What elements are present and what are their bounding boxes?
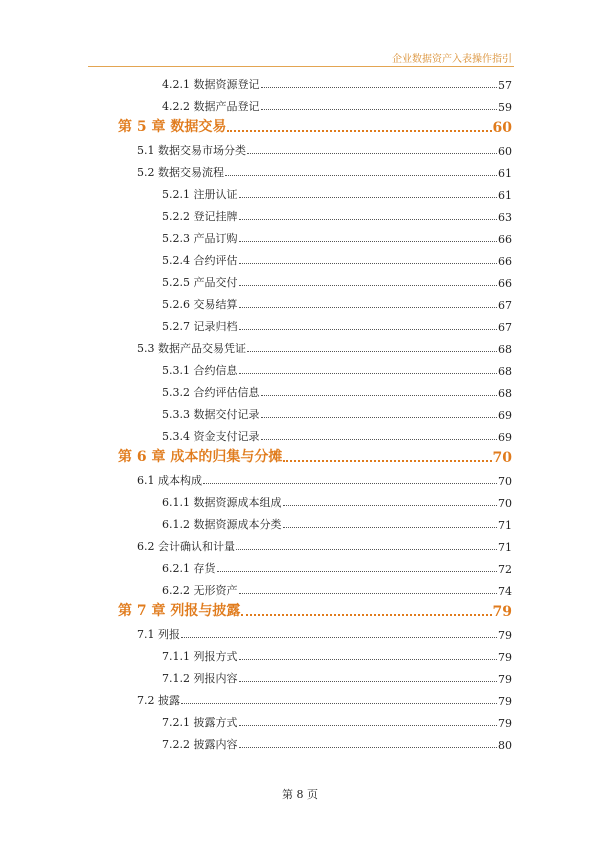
toc-entry[interactable] [137,164,512,180]
toc-chapter-entry[interactable] [118,450,512,466]
toc-entry[interactable] [162,76,512,92]
toc-entry[interactable] [162,494,512,510]
toc-entry-page: 66 [498,233,512,246]
toc-entry[interactable] [162,714,512,730]
toc-entry-page: 70 [498,475,512,488]
toc-entry-page: 60 [498,145,512,158]
toc-entry-page: 68 [498,365,512,378]
toc-chapter-entry[interactable] [118,604,512,620]
toc-entry-title: 5.3.4 资金支付记录 [162,430,260,443]
toc-entry-page: 79 [498,629,512,642]
toc-entry-title: 7.2.1 披露方式 [162,716,238,729]
toc-entry-page: 69 [498,431,512,444]
toc-entry[interactable] [162,428,512,444]
dot-leader [239,373,498,374]
toc-entry[interactable] [162,230,512,246]
toc-entry[interactable] [162,516,512,532]
dot-leader [239,593,498,594]
toc-entry-page: 79 [498,695,512,708]
toc-entry-title: 6.1 成本构成 [137,474,202,487]
toc-entry[interactable] [137,538,512,554]
dot-leader [239,197,498,198]
toc-entry-page: 79 [498,673,512,686]
toc-entry-title: 6.2.1 存货 [162,562,216,575]
toc-entry-title: 4.2.2 数据产品登记 [162,100,260,113]
toc-entry-page: 68 [498,343,512,356]
toc-entry-title: 5.2.3 产品订购 [162,232,238,245]
toc-entry-title: 7.1.2 列报内容 [162,672,238,685]
dot-leader [181,703,497,704]
toc-entry-page: 70 [492,450,512,466]
toc-entry-title: 第 6 章 成本的归集与分摊 [118,449,283,465]
toc-entry-page: 79 [498,651,512,664]
toc-entry-page: 63 [498,211,512,224]
dot-leader [247,153,497,154]
dot-leader [261,395,498,396]
toc-entry[interactable] [162,318,512,334]
toc-entry[interactable] [162,252,512,268]
toc-entry[interactable] [162,736,512,752]
toc-entry-page: 79 [492,604,512,620]
toc-entry-title: 5.2.2 登记挂牌 [162,210,238,223]
toc-entry[interactable] [162,98,512,114]
toc-entry[interactable] [162,406,512,422]
dot-leader [239,219,498,220]
dot-leader [239,307,498,308]
toc-entry[interactable] [162,384,512,400]
toc-entry[interactable] [162,670,512,686]
toc-entry-page: 66 [498,277,512,290]
toc-entry-title: 6.2.2 无形资产 [162,584,238,597]
toc-entry-page: 67 [498,299,512,312]
toc-entry-title: 7.2.2 披露内容 [162,738,238,751]
dot-leader [239,747,498,748]
toc-entry-page: 67 [498,321,512,334]
dot-leader [239,285,498,286]
header-rule [88,66,514,67]
dot-leader [247,351,497,352]
toc-entry-page: 71 [498,519,512,532]
toc-entry-title: 7.2 披露 [137,694,180,707]
toc-entry-title: 7.1.1 列报方式 [162,650,238,663]
toc-entry-title: 6.1.2 数据资源成本分类 [162,518,282,531]
toc-entry[interactable] [162,582,512,598]
toc-entry-page: 61 [498,189,512,202]
dot-leader [261,417,498,418]
dot-leader [181,637,497,638]
toc-entry-title: 5.3.2 合约评估信息 [162,386,260,399]
toc-entry-title: 5.3 数据产品交易凭证 [137,342,246,355]
toc-chapter-entry[interactable] [118,120,512,136]
toc-entry-title: 5.2.1 注册认证 [162,188,238,201]
dot-leader [283,460,491,462]
toc-entry-page: 60 [492,120,512,136]
toc-entry[interactable] [137,472,512,488]
toc-entry-page: 79 [498,717,512,730]
toc-entry-title: 第 7 章 列报与披露 [118,603,241,619]
toc-entry-page: 57 [498,79,512,92]
toc-entry[interactable] [162,208,512,224]
toc-entry-page: 69 [498,409,512,422]
toc-entry-page: 66 [498,255,512,268]
toc-entry-title: 7.1 列报 [137,628,180,641]
toc-entry-page: 74 [498,585,512,598]
toc-entry-title: 5.2.6 交易结算 [162,298,238,311]
toc-entry-title: 5.1 数据交易市场分类 [137,144,246,157]
toc-entry-title: 5.2.4 合约评估 [162,254,238,267]
toc-entry-page: 68 [498,387,512,400]
toc-entry[interactable] [162,648,512,664]
toc-entry-title: 5.2.7 记录归档 [162,320,238,333]
dot-leader [239,329,498,330]
toc-entry-title: 5.3.1 合约信息 [162,364,238,377]
dot-leader [261,109,498,110]
toc-entry[interactable] [162,560,512,576]
toc-entry[interactable] [137,340,512,356]
toc-entry-page: 61 [498,167,512,180]
dot-leader [239,659,498,660]
dot-leader [261,439,498,440]
running-header: 企业数据资产入表操作指引 [392,54,512,65]
toc-entry[interactable] [137,142,512,158]
toc-entry[interactable] [162,296,512,312]
toc-entry[interactable] [162,274,512,290]
dot-leader [239,241,498,242]
page-number: 第 8 页 [282,788,318,801]
dot-leader [203,483,497,484]
dot-leader [239,263,498,264]
toc-entry-title: 5.2 数据交易流程 [137,166,224,179]
dot-leader [239,681,498,682]
toc-entry-page: 72 [498,563,512,576]
dot-leader [261,87,498,88]
dot-leader [217,571,498,572]
dot-leader [241,614,491,616]
dot-leader [236,549,497,550]
toc-entry-title: 6.1.1 数据资源成本组成 [162,496,282,509]
toc-entry-title: 第 5 章 数据交易 [118,119,227,135]
toc-entry-title: 4.2.1 数据资源登记 [162,78,260,91]
toc-entry-title: 6.2 会计确认和计量 [137,540,235,553]
toc-entry-title: 5.2.5 产品交付 [162,276,238,289]
dot-leader [283,505,498,506]
toc-entry-title: 5.3.3 数据交付记录 [162,408,260,421]
toc-entry[interactable] [137,692,512,708]
dot-leader [239,725,498,726]
toc-entry-page: 71 [498,541,512,554]
toc-entry-page: 80 [498,739,512,752]
dot-leader [225,175,497,176]
dot-leader [283,527,498,528]
dot-leader [227,130,491,132]
toc-entry-page: 70 [498,497,512,510]
toc-entry-page: 59 [498,101,512,114]
toc-entry[interactable] [162,186,512,202]
toc-entry[interactable] [137,626,512,642]
toc-entry[interactable] [162,362,512,378]
